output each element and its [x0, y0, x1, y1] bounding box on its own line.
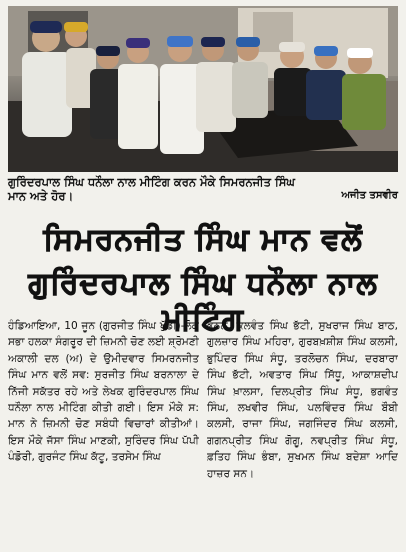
article-column-1: [8, 318, 199, 548]
article-body: [8, 318, 398, 548]
news-photo: [8, 6, 398, 172]
caption-line-1: ਗੁਰਿੰਦਰਪਾਲ ਸਿੰਘ ਧਨੌਲਾ ਨਾਲ ਮੀਟਿੰਗ ਕਰਨ ਮੌਕੇ ਸਿਮਰਨਜੀਤ ਸਿੰਘ: [8, 175, 295, 189]
photo-credit: ਅਜੀਤ ਤਸਵੀਰ: [341, 190, 398, 201]
photo-caption: [8, 175, 398, 203]
headline-line-1: ਸਿਮਰਨਜੀਤ ਸਿੰਘ ਮਾਨ ਵਲੋਂ: [43, 222, 363, 257]
article-text-2: ਭੱਠਲ, ਕੁਲਵੰਤ ਸਿੰਘ ਭੱਟੀ, ਸੁਖਰਾਜ ਸਿੰਘ ਬਾਠ, ਗੁਲਜ਼ਾਰ ਸਿੰਘ ਮਹਿਰਾ, ਗੁਰਬਖ਼ਸ਼ੀਸ਼ ਸਿੰਘ ਕਲਸੀ, ਭੁਪਿੰਦਰ ਸਿੰਘ ਸੰਧੂ, ਤਰਲੋਚਨ ਸਿੰਘ, ਦਰਬਾਰਾ ਸਿੰਘ ਭੱਟੀ, ਅਵਤਾਰ ਸਿੰਘ ਸਿੱਧੂ, ਆਕਾਸ਼ਦੀਪ ਸਿੰਘ ਖ਼ਾਲਸਾ, ਦਿਲਪ੍ਰੀਤ ਸਿੰਘ ਸੰਧੂ, ਭਗਵੰਤ ਸਿੰਘ, ਲਖਵੀਰ ਸਿੰਘ, ਪਲਵਿੰਦਰ ਸਿੰਘ ਬੌਬੀ ਕਲਸੀ, ਰਾਜਾ ਸਿੰਘ, ਜਗਜਿੰਦਰ ਸਿੰਘ ਕਲਸੀ, ਗਗਨਪ੍ਰੀਤ ਸਿੰਘ ਗੋਗੂ, ਨਵਪ੍ਰੀਤ ਸਿੰਘ ਸੰਧੂ, ਫ਼ਤਿਹ ਸਿੰਘ ਭੰਬਾ, ਸੁਖਮਨ ਸਿੰਘ ਬਦੇਸ਼ਾ ਆਦਿ ਹਾਜ਼ਰ ਸਨ।: [207, 320, 398, 480]
meeting-photo-illustration: [8, 6, 398, 172]
article-text-1: ਹੰਡਿਆਇਆ, 10 ਜੂਨ (ਗੁਰਜੀਤ ਸਿੰਘ ਖੁੱਡੀ)-ਲੋਕ ਸਭਾ ਹਲਕਾ ਸੰਗਰੂਰ ਦੀ ਜ਼ਿਮਨੀ ਚੋਣ ਲਈ ਸ਼੍ਰੋਮਣੀ ਅਕਾਲੀ ਦਲ (ਅ) ਦੇ ਉਮੀਦਵਾਰ ਸਿਮਰਨਜੀਤ ਸਿੰਘ ਮਾਨ ਵਲੋਂ ਸਵ: ਸੁਰਜੀਤ ਸਿੰਘ ਬਰਨਾਲਾ ਦੇ ਨਿੱਜੀ ਸਕੱਤਰ ਰਹੇ ਅਤੇ ਲੇਖਕ ਗੁਰਿੰਦਰਪਾਲ ਸਿੰਘ ਧਨੌਲਾ ਨਾਲ ਮੀਟਿੰਗ ਕੀਤੀ ਗਈ। ਇਸ ਮੌਕੇ ਸ: ਮਾਨ ਨੇ ਜ਼ਿਮਨੀ ਚੋਣ ਸਬੰਧੀ ਵਿਚਾਰਾਂ ਕੀਤੀਆਂ। ਇਸ ਮੌਕੇ ਜੱਸਾ ਸਿੰਘ ਮਾਣਕੀ, ਸੁਰਿੰਦਰ ਸਿੰਘ ਪੱਪੀ ਪੰਡੋਰੀ, ਗੁਰਜੰਟ ਸਿੰਘ ਕੱਟੂ, ਤਰਸੇਮ ਸਿੰਘ: [8, 320, 199, 464]
caption-line-2: ਮਾਨ ਅਤੇ ਹੋਰ।: [8, 189, 74, 203]
article-column-2: [207, 318, 398, 548]
headline-line-2: ਗੁਰਿੰਦਰਪਾਲ ਸਿੰਘ ਧਨੌਲਾ ਨਾਲ ਮੀਟਿੰਗ: [28, 266, 378, 337]
